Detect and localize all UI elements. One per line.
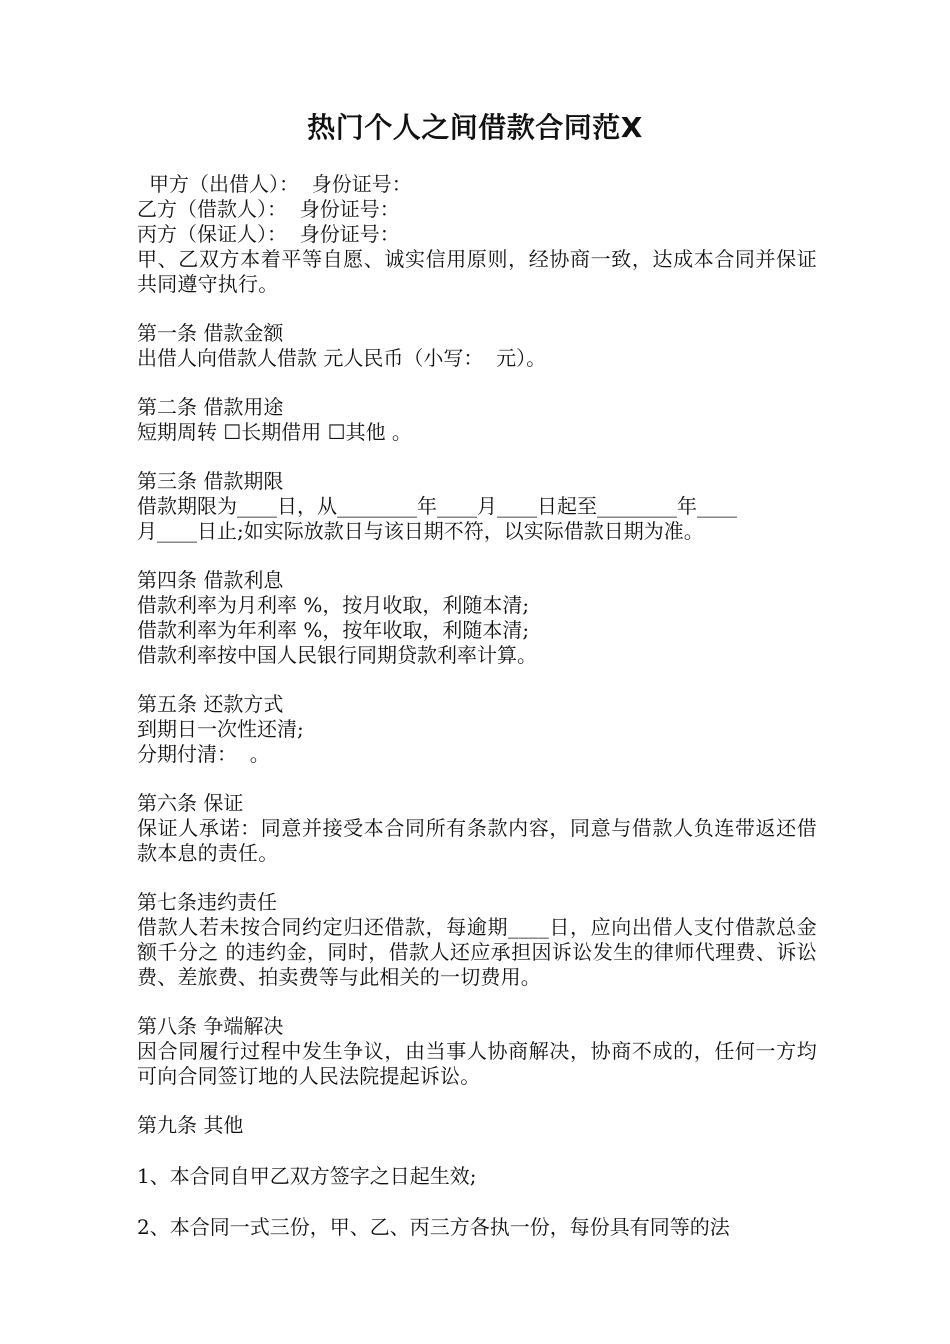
article-2-line: 短期周转 ☐长期借用 ☐其他 。 <box>137 420 412 444</box>
article-3-line-2: 月____日止;如实际放款日与该日期不符，以实际借款日期为准。 <box>137 519 704 543</box>
article-7-heading: 第七条违约责任 <box>137 890 277 914</box>
article-5-heading: 第五条 还款方式 <box>137 692 284 716</box>
article-4-line-3: 借款利率按中国人民银行同期贷款利率计算。 <box>137 643 537 667</box>
party-a-line: 甲方（出借人）： 身份证号： <box>149 172 412 196</box>
article-9-item-1: 1、本合同自甲乙双方签字之日起生效; <box>137 1164 477 1188</box>
party-b-line: 乙方（借款人）： 身份证号： <box>137 197 400 221</box>
party-c-line: 丙方（保证人）： 身份证号： <box>137 222 400 246</box>
article-4-line-2: 借款利率为年利率 %，按年收取，利随本清; <box>137 618 530 642</box>
article-9-item-2: 2、本合同一式三份，甲、乙、丙三方各执一份，每份具有同等的法 <box>137 1215 730 1239</box>
article-4-heading: 第四条 借款利息 <box>137 568 284 592</box>
article-4-line-1: 借款利率为月利率 %，按月收取，利随本清; <box>137 593 530 617</box>
article-2-heading: 第二条 借款用途 <box>137 395 284 419</box>
article-1-line: 出借人向借款人借款 元人民币（小写： 元）。 <box>137 346 547 370</box>
article-6-paragraph: 保证人承诺：同意并接受本合同所有条款内容，同意与借款人负连带返还借款本息的责任。 <box>137 816 817 865</box>
article-5-line-1: 到期日一次性还清; <box>137 717 304 741</box>
article-8-paragraph: 因合同履行过程中发生争议，由当事人协商解决，协商不成的，任何一方均可向合同签订地的人民法院提起诉讼。 <box>137 1039 817 1088</box>
article-3-line-1: 借款期限为____日，从________年____月____日起至________年____ <box>137 494 737 518</box>
article-5-line-2: 分期付清： 。 <box>137 742 270 766</box>
article-3-heading: 第三条 借款期限 <box>137 469 284 493</box>
document-body <box>137 172 817 1240</box>
article-7-paragraph: 借款人若未按合同约定归还借款，每逾期____日，应向出借人支付借款总金额千分之 的违约金，同时，借款人还应承担因诉讼发生的律师代理费、诉讼费、差旅费、拍卖费等与此相关的一切费用。 <box>137 915 817 989</box>
article-9-heading: 第九条 其他 <box>137 1113 244 1137</box>
article-8-heading: 第八条 争端解决 <box>137 1014 284 1038</box>
preamble-paragraph: 甲、乙双方本着平等自愿、诚实信用原则，经协商一致，达成本合同并保证共同遵守执行。 <box>137 247 817 296</box>
article-1-heading: 第一条 借款金额 <box>137 321 284 345</box>
document-title: 热门个人之间借款合同范X <box>307 111 643 144</box>
article-6-heading: 第六条 保证 <box>137 791 244 815</box>
